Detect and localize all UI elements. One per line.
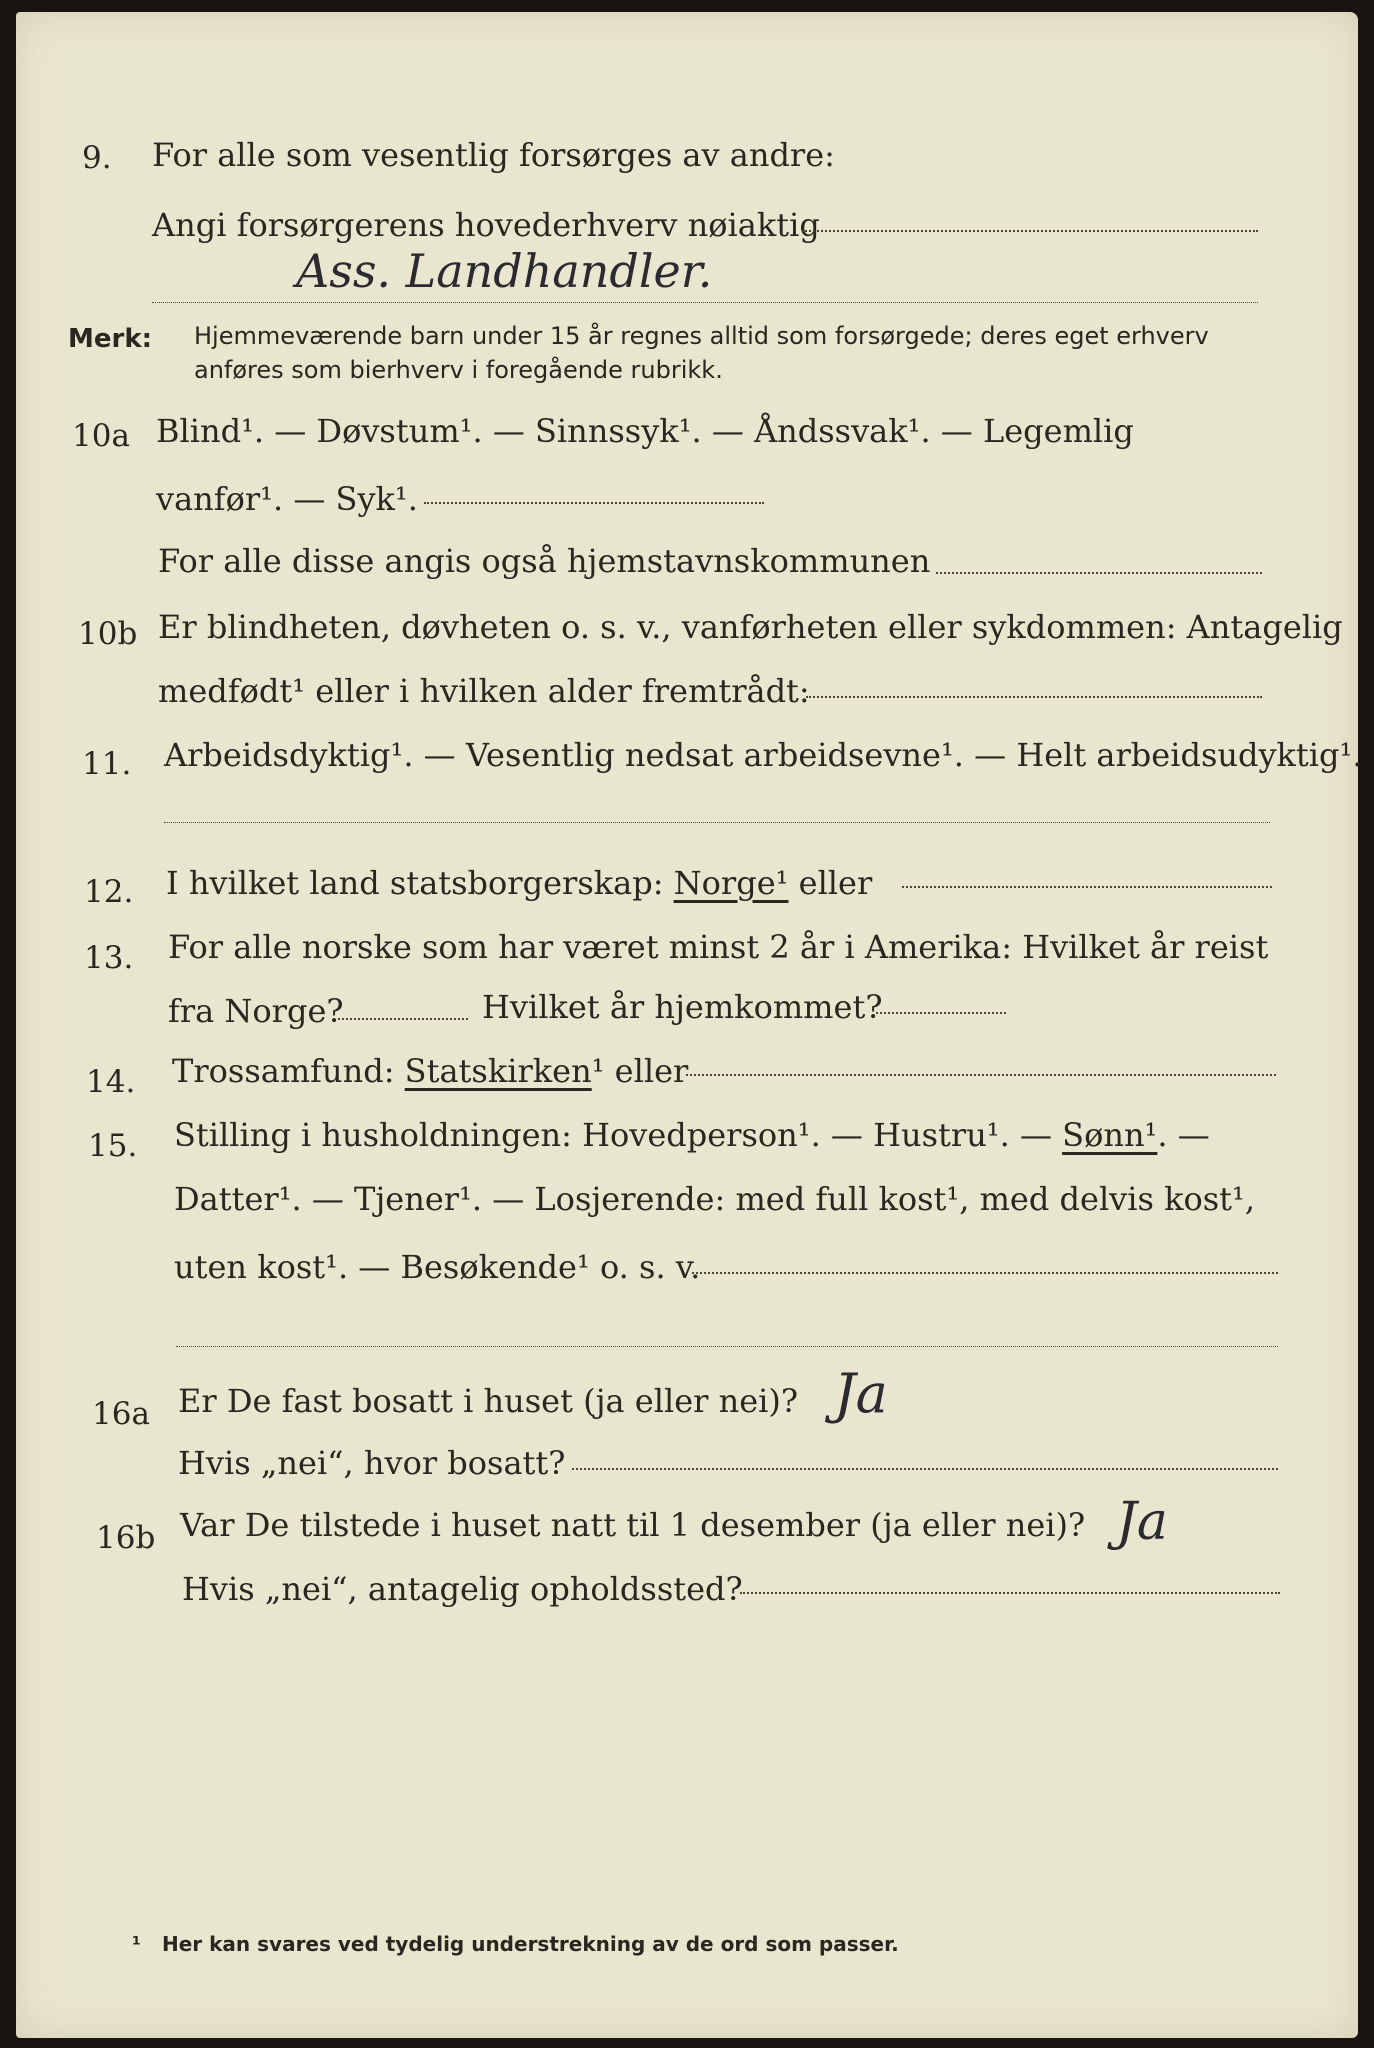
question-16a-number: 16a — [92, 1396, 150, 1432]
question-10a-number: 10a — [72, 418, 130, 454]
question-10b-number: 10b — [78, 616, 138, 652]
question-13-text: For alle norske som har været minst 2 år i Amerika: Hvilket år reist — [168, 928, 1269, 966]
question-12-underlined-answer: Norge¹ — [673, 864, 789, 902]
question-11-answer-line — [164, 822, 1270, 823]
question-16b-handwritten-answer: Ja — [1116, 1492, 1168, 1552]
question-9-subtext: Angi forsørgerens hovederhverv nøiaktig — [152, 206, 820, 244]
question-15-text — [174, 1116, 1210, 1154]
question-10b-fill-line — [806, 696, 1262, 698]
question-15-underlined-answer: Sønn¹ — [1062, 1116, 1158, 1154]
question-16b-number: 16b — [96, 1520, 156, 1556]
merk-label: Merk: — [68, 324, 153, 354]
question-13-reist-fill-line — [338, 1018, 468, 1020]
question-12-fill-line — [902, 886, 1272, 888]
question-13-number: 13. — [84, 940, 134, 976]
question-15-number: 15. — [88, 1128, 138, 1164]
question-10a-home-municipality-text: For alle disse angis også hjemstavnskommunen — [158, 542, 931, 580]
question-15-line-2: Datter¹. — Tjener¹. — Losjerende: med full kost¹, med delvis kost¹, — [174, 1180, 1256, 1218]
merk-text-line-1: Hjemmeværende barn under 15 år regnes alltid som forsørgede; deres eget erhverv — [194, 322, 1209, 350]
question-15-line-3: uten kost¹. — Besøkende¹ o. s. v. — [174, 1248, 701, 1286]
question-16b-fill-line — [740, 1592, 1280, 1594]
question-15-answer-line — [176, 1346, 1278, 1347]
question-13-hjemkommet-fill-line — [876, 1012, 1006, 1014]
question-9-fill-line — [802, 230, 1258, 232]
question-10b-text: Er blindheten, døvheten o. s. v., vanførheten eller sykdommen: Antagelig — [158, 608, 1343, 646]
question-10a-fill-line — [424, 502, 764, 504]
question-14-text — [172, 1052, 688, 1090]
question-10a-municipality-fill-line — [936, 572, 1262, 574]
question-9-number: 9. — [82, 140, 112, 176]
question-16a-text: Er De fast bosatt i huset (ja eller nei)? — [178, 1382, 799, 1420]
question-9-handwritten-answer: Ass. Landhandler. — [296, 244, 713, 298]
question-15-fill-line — [692, 1272, 1278, 1274]
question-12-text — [166, 864, 872, 902]
question-10a-subtext: vanfør¹. — Syk¹. — [156, 480, 418, 518]
question-12-prefix: I hvilket land statsborgerskap: — [166, 864, 664, 902]
census-form-page — [16, 12, 1363, 2038]
question-9-answer-line — [152, 302, 1258, 303]
question-13-reist-text: fra Norge? — [168, 992, 344, 1030]
question-16a-subtext: Hvis „nei“, hvor bosatt? — [178, 1444, 566, 1482]
footnote-mark: ¹ — [132, 1932, 141, 1956]
question-9-text: For alle som vesentlig forsørges av andre: — [152, 136, 835, 174]
question-11-text: Arbeidsdyktig¹. — Vesentlig nedsat arbeidsevne¹. — Helt arbeidsudyktig¹. — [164, 736, 1363, 774]
question-14-suffix: ¹ eller — [591, 1052, 689, 1090]
footnote-text: Her kan svares ved tydelig understrekning av de ord som passer. — [162, 1932, 899, 1956]
question-14-number: 14. — [86, 1064, 136, 1100]
question-16a-handwritten-answer: Ja — [834, 1362, 888, 1425]
question-10a-text: Blind¹. — Døvstum¹. — Sinnssyk¹. — Åndssvak¹. — Legemlig — [156, 412, 1134, 450]
merk-text-line-2: anføres som bierhverv i foregående rubrikk. — [194, 356, 723, 384]
question-12-suffix: eller — [798, 864, 873, 902]
question-16a-fill-line — [572, 1468, 1278, 1470]
question-16b-subtext: Hvis „nei“, antagelig opholdssted? — [182, 1570, 743, 1608]
question-14-fill-line — [686, 1074, 1276, 1076]
question-11-number: 11. — [82, 746, 132, 782]
question-12-number: 12. — [84, 874, 134, 910]
question-13-hjemkommet-text: Hvilket år hjemkommet? — [482, 988, 883, 1026]
question-16b-text: Var De tilstede i huset natt til 1 desember (ja eller nei)? — [180, 1506, 1086, 1544]
question-15-text-a: Stilling i husholdningen: Hovedperson¹. — Hustru¹. — — [174, 1116, 1052, 1154]
question-14-underlined-answer: Statskirken — [404, 1052, 592, 1090]
question-14-prefix: Trossamfund: — [172, 1052, 395, 1090]
question-15-text-b: . — — [1157, 1116, 1210, 1154]
question-10b-subtext: medfødt¹ eller i hvilken alder fremtrådt: — [158, 672, 810, 710]
